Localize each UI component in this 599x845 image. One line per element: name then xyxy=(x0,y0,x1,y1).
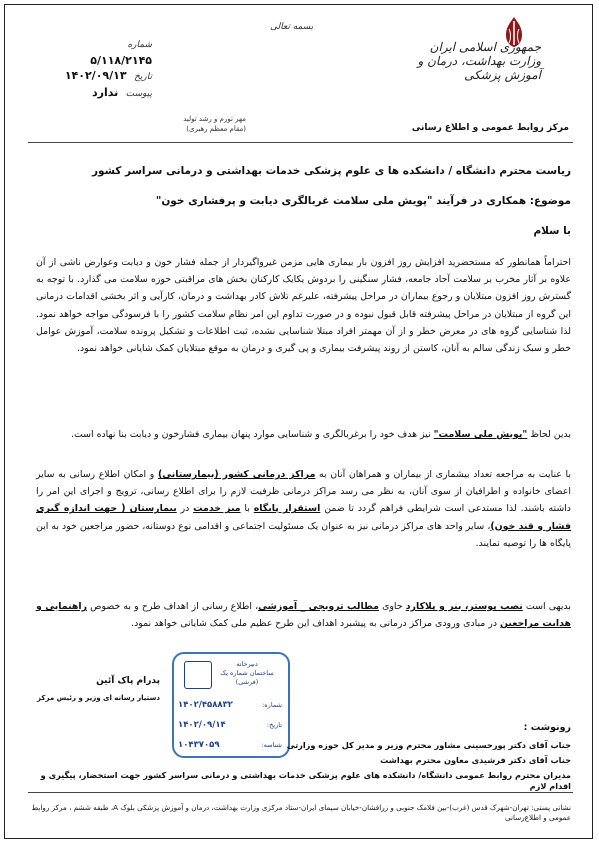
header-divider xyxy=(28,142,573,143)
paragraph-3: با عنایت به مراجعه تعداد بیشماری از بیماران و همراهان آنان به مراکز درمانی کشور (بیمارستانی) و امکان اطلاع رسانی به سایر اعضای خانواده و اطرافیان از سوی آنان، به نظر می رسد مراکز درمانی ظرفیت لازم را برای اطلاع رسانی، ترویج و اجرای این امر را داشته باشند. لذا مستدعی است شرایطی فراهم گردد تا ضمن استقرار پایگاه با میز خدمت در بیمارستان ( جهت اندازه گیری فشار و قند خون)، سایر واحد های مراکز درمانی نیز به عنوان یک مسئولیت اجتماعی و اقدامی نوع دوستانه، حضور مراجعین خود به این پایگاه ها را توصیه نمایند. xyxy=(36,469,571,549)
stamp-id-row: شناسه: ۱۰۴۳۷۰۵۹ xyxy=(178,740,282,750)
stamp-title: دبیرخانه ساختمان شماره یک (فرشی) xyxy=(220,660,274,686)
signer-title: دستیار رسانه ای وزیر و رئیس مرکز xyxy=(37,694,160,702)
cc-line-2: جناب آقای دکتر فرشیدی معاون محترم بهداشت xyxy=(380,755,571,765)
cc-line-1: جناب آقای دکتر پورحسینی مشاور محترم وزیر و مدیر کل حوزه وزارتی xyxy=(286,740,571,750)
bismillah: بسمه تعالی xyxy=(270,22,314,32)
letter-meta xyxy=(62,36,152,102)
cc-line-3: مدیران محترم روابط عمومی دانشگاه/ دانشکده های علوم پزشکی خدمات بهداشتی و درمانی سراسر کشور جهت استحضار، پیگیری و اقدام لازم xyxy=(40,770,571,791)
stamp-logo-icon xyxy=(184,661,212,689)
subject: موضوع: همکاری در فرآیند "پویش ملی سلامت غربالگری دیابت و پرفشاری خون" xyxy=(155,195,571,207)
paragraph-2: بدین لحاظ "پویش ملی سلامت" نیز هدف خود را برغربالگری و شناسایی موارد پنهان بیماری فشارخون و دیابت بنا نهاده است. xyxy=(70,429,571,440)
footer-address: نشانی پستی: تهران-شهرک قدس (غرب)-بین فلامک جنوبی و زرافشان-خیابان سیمای ایران-ستاد مرکزی وزارت بهداشت، درمان و آموزش پزشکی بلوک A، طبقه ششم ، مرکز روابط عمومی و اطلاع‌رسانی xyxy=(31,803,571,822)
stamp-number-row: شماره: ۱۴۰۲/۴۵۸۸۳۲ xyxy=(178,700,282,710)
center-label: مرکز روابط عمومی و اطلاع رسانی xyxy=(411,123,569,133)
meta-number: شماره ۵/۱۱۸/۲۱۴۵ xyxy=(90,40,152,67)
ministry-name: جمهوری اسلامی ایران وزارت بهداشت، درمان و آموزش پزشکی xyxy=(417,40,541,82)
addressee: ریاست محترم دانشگاه / دانشکده ها ی علوم پزشکی خدمات بهداشتی و درمانی سراسر کشور xyxy=(91,165,571,177)
signer-name: پدرام پاک آئین xyxy=(96,676,160,686)
signature-block xyxy=(30,676,160,702)
paragraph-1: احتراماً همانطور که مستحضرید افزایش روز افزون بار بیماری هایی مزمن غیرواگیردار از جمله فشار خون و دیابت وعوارض ناشی از آن علاوه بر آثار مخرب بر سلامت آحاد جامعه، فشار سنگینی را بردوش یکایک کارکنان بخش های مراقبتی حوزه سلامت می گذارد. با توجه به گسترش روز افزون مبتلایان و رجوع بیماران در مراحل پیشرفته، علیرغم تلاش کادر بهداشت و درمان، کارآیی و اثر بخشی اقدامات درمانی این گروه از مبتلایان در مراحل پیشرفته قابل قبول نبوده و در صورت تداوم این امر نظام سلامت کشور را با فرسودگی مواجه خواهد نمود. لذا شناسایی گروه های در معرض خطر و از آن مهمتر افراد مبتلا شناسایی نشده، ثبت اطلاعات و تشکیل پرونده سلامت، آموزش عوامل خطر و سبک زندگی سالم به آنان، کاستن از روند پیشرفت بیماری و پی گیری و درمان به موقع مبتلایان کمک شایانی خواهد نمود. xyxy=(36,257,571,355)
seal-note: مهر تورم و رشد تولید (مقام معظم رهبری) xyxy=(183,115,246,133)
cc-heading: رونوشت : xyxy=(523,722,571,733)
greeting: با سلام xyxy=(533,225,571,237)
meta-date: تاریخ ۱۴۰۲/۰۹/۱۳ xyxy=(64,69,152,82)
meta-attachment: پیوست ندارد xyxy=(92,86,152,99)
footer-divider xyxy=(28,792,573,793)
paragraph-4: بدیهی است نصب پوستر، بنر و پلاکارد حاوی مطالب ترویجی _ آموزشی، اطلاع رسانی از اهداف طرح و به خصوص راهنمایی و هدایت مراجعین در مبادی ورودی مراکز درمانی به پیشبرد اهداف این طرح عظیم ملی کمک شایانی خواهد نمود. xyxy=(36,601,572,630)
stamp-date-row: تاریخ: ۱۴۰۲/۰۹/۱۴ xyxy=(178,720,282,730)
